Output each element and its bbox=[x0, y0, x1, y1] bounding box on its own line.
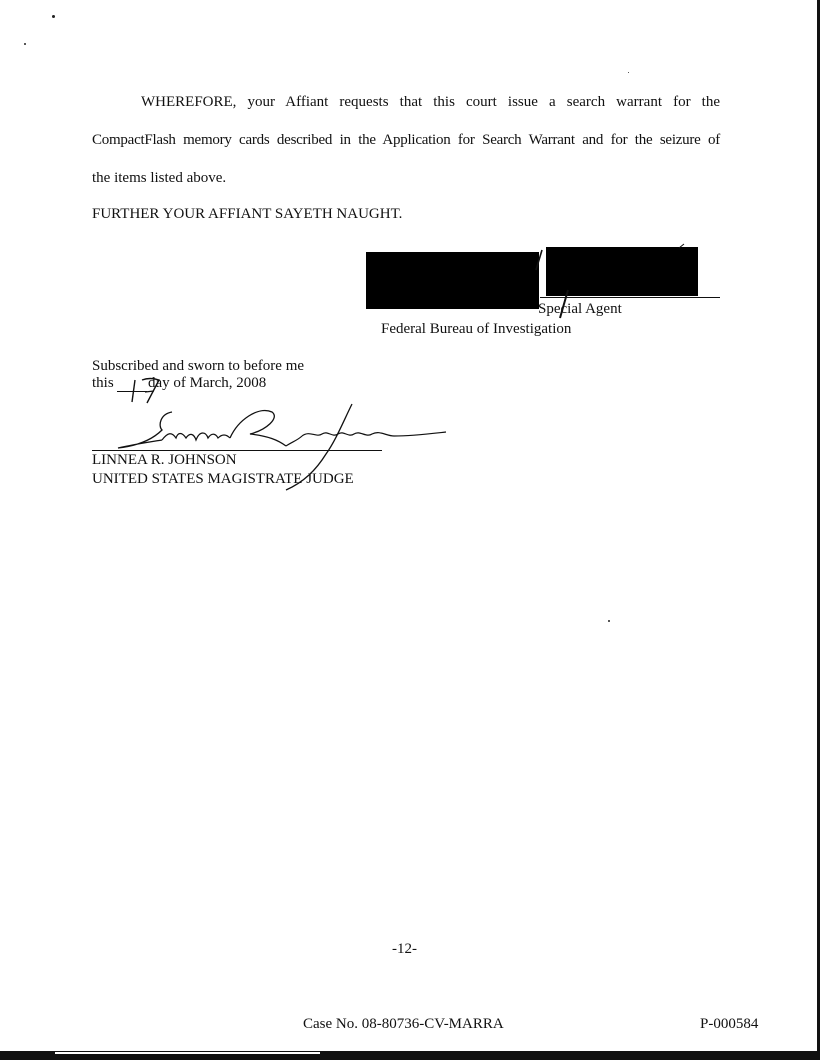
jurat-this-label: this bbox=[92, 375, 114, 391]
bates-number: P-000584 bbox=[700, 1016, 759, 1032]
judge-name: LINNEA R. JOHNSON bbox=[92, 452, 237, 468]
scan-speck bbox=[24, 43, 26, 45]
scan-speck bbox=[628, 72, 629, 73]
body-paragraph-line-1: WHEREFORE, your Affiant requests that this court issue a search warrant for the bbox=[141, 94, 720, 110]
judge-title: UNITED STATES MAGISTRATE JUDGE bbox=[92, 471, 354, 487]
jurat-day-suffix: day of March, 2008 bbox=[148, 375, 267, 391]
scan-speck bbox=[52, 15, 55, 18]
affiant-agency: Federal Bureau of Investigation bbox=[381, 321, 572, 337]
case-number: Case No. 08-80736-CV-MARRA bbox=[303, 1016, 504, 1032]
jurat-line-1: Subscribed and sworn to before me bbox=[92, 358, 305, 374]
body-paragraph-line-3: the items listed above. bbox=[92, 170, 227, 186]
affiant-title: Special Agent bbox=[538, 301, 622, 317]
redacted-signature-left bbox=[366, 252, 539, 309]
scan-speck bbox=[608, 620, 610, 622]
scan-edge-gap bbox=[55, 1052, 320, 1054]
page-number: -12- bbox=[392, 941, 417, 957]
closing-statement: FURTHER YOUR AFFIANT SAYETH NAUGHT. bbox=[92, 206, 403, 222]
body-paragraph-line-2: CompactFlash memory cards described in the Application for Search Warrant and for the seizure of bbox=[92, 132, 720, 148]
